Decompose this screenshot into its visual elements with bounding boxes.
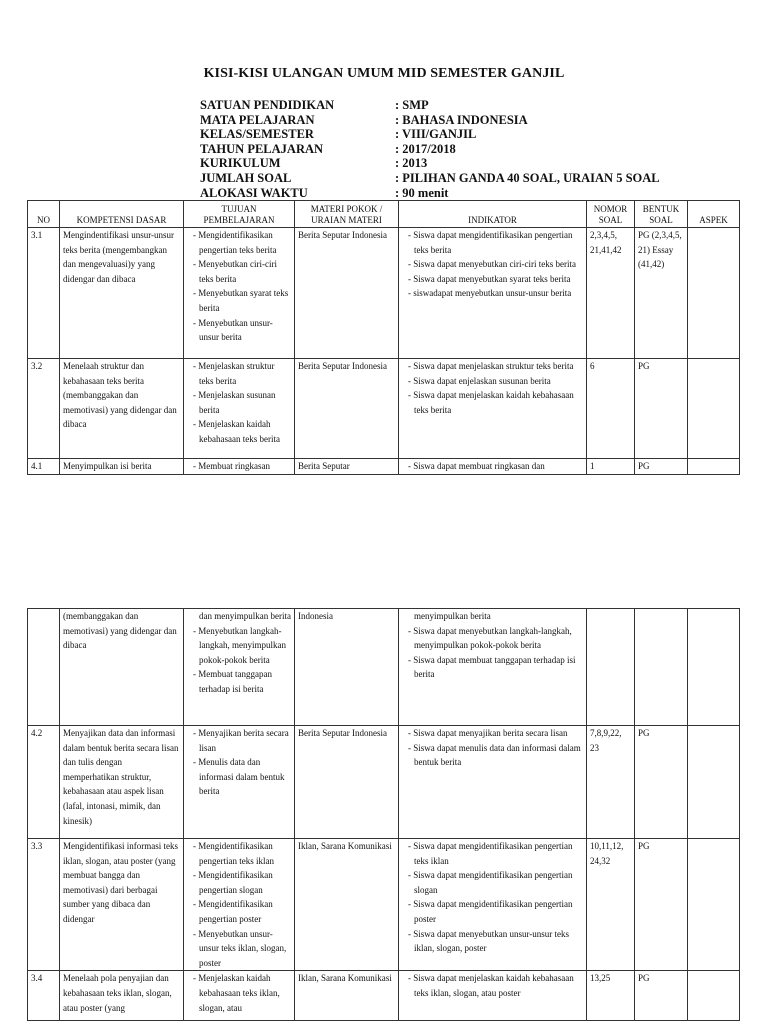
list-item: - Mengidentifikasikan pengertian teks berita — [187, 228, 291, 257]
list-item: - Siswa dapat mengidentifikasikan pengertian slogan — [402, 868, 583, 897]
meta-value: : 2017/2018 — [395, 141, 456, 156]
cell-kompetensi-dasar: Mengidentifikasi informasi teks iklan, slogan, atau poster (yang membuat bangga dan memotivasi) dari berbagai sumber yang dibaca dan didengar — [60, 839, 184, 971]
header-tujuan-pembelajaran: TUJUAN PEMBELAJARAN — [184, 201, 295, 228]
cell-nomor-soal: 10,11,12, 24,32 — [587, 839, 635, 971]
list-item: - Menyebutkan unsur-unsur berita — [187, 316, 291, 345]
cell-kompetensi-dasar: Mengindentifikasi unsur-unsur teks berita (mengembangkan dan mengevaluasi)y yang didengar dan dibaca — [60, 228, 184, 359]
list-item: - Siswa dapat menjelaskan kaidah kebahasaan teks iklan, slogan, atau poster — [402, 971, 583, 1000]
cell-aspek — [688, 359, 740, 459]
list-item: - Membuat ringkasan — [187, 459, 291, 473]
cell-aspek — [688, 228, 740, 359]
table-header-row — [28, 201, 740, 228]
cell-nomor-soal — [587, 459, 635, 475]
cell-materi: Berita Seputar Indonesia — [295, 228, 399, 359]
meta-value: : PILIHAN GANDA 40 SOAL, URAIAN 5 SOAL — [395, 170, 660, 185]
cell-aspek — [688, 609, 740, 726]
meta-label: SATUAN PENDIDIKAN — [200, 98, 335, 112]
table-row — [28, 609, 740, 726]
cell-kompetensi-dasar: Menelaah pola penyajian dan kebahasaan teks iklan, slogan, atau poster (yang — [60, 971, 184, 1021]
list-item: - Siswa dapat mengidentifikasikan pengertian poster — [402, 897, 583, 926]
table-row — [28, 459, 740, 475]
table-row — [28, 359, 740, 459]
cell-no: 3.3 — [28, 839, 60, 971]
meta-label: JUMLAH SOAL — [200, 170, 292, 185]
meta-label: MATA PELAJARAN — [200, 112, 315, 127]
meta-row — [200, 171, 680, 186]
list-item: - Siswa dapat mengidentifikasikan pengertian teks iklan — [402, 839, 583, 868]
cell-materi — [295, 459, 399, 475]
cell-bentuk-soal: PG — [635, 726, 688, 839]
cell-tujuan — [184, 839, 295, 971]
list-item: - Menjelaskan kaidah kebahasaan teks berita — [187, 417, 291, 446]
table-row — [28, 971, 740, 1021]
document-metadata — [200, 98, 680, 200]
cell-indikator — [399, 839, 587, 971]
cell-tujuan — [184, 726, 295, 839]
meta-value: : BAHASA INDONESIA — [395, 112, 528, 127]
cell-no: 3.4 — [28, 971, 60, 1021]
list-item: - Siswa dapat mengidentifikasikan pengertian teks berita — [402, 228, 583, 257]
list-item: - Menyebutkan ciri-ciri teks berita — [187, 257, 291, 286]
cell-bentuk-soal: PG — [635, 359, 688, 459]
cell-text: menyimpulkan berita — [414, 611, 491, 621]
cell-nomor-soal: 13,25 — [587, 971, 635, 1021]
cell-aspek — [688, 726, 740, 839]
cell-indikator — [399, 459, 587, 475]
list-item: - Menyebutkan unsur-unsur teks iklan, slogan, poster — [187, 927, 291, 971]
cell-aspek — [688, 971, 740, 1021]
list-item: - Menjelaskan kaidah kebahasaan teks iklan, slogan, atau — [187, 971, 291, 1015]
list-item: - Siswa dapat menyebutkan ciri-ciri teks berita — [402, 257, 583, 272]
cell-kompetensi-dasar: Menyajikan data dan informasi dalam bentuk berita secara lisan dan tulis dengan memperhatikan struktur, kebahasaan atau aspek lisan (lafal, intonasi, mimik, dan kinesik) — [60, 726, 184, 839]
cell-materi: Berita Seputar Indonesia — [295, 726, 399, 839]
header-bentuk-soal: BENTUK SOAL — [635, 201, 688, 228]
cell-no: 4.2 — [28, 726, 60, 839]
cell-text: dan menyimpulkan berita — [199, 611, 291, 621]
list-item: - Mengidentifikasikan pengertian teks iklan — [187, 839, 291, 868]
cell-kompetensi-dasar: Menelaah struktur dan kebahasaan teks berita (membanggakan dan memotivasi) yang didengar dan dibaca — [60, 359, 184, 459]
meta-label: KURIKULUM — [200, 156, 281, 171]
cell-bentuk-soal: PG — [635, 839, 688, 971]
list-item: - Siswa dapat menulis data dan informasi dalam bentuk berita — [402, 741, 583, 770]
cell-no: 3.1 — [28, 228, 60, 359]
cell-tujuan — [184, 228, 295, 359]
cell-tujuan — [184, 359, 295, 459]
table-row — [28, 839, 740, 971]
list-item: - Siswa dapat menjelaskan struktur teks berita — [402, 359, 583, 374]
cell-no: 3.2 — [28, 359, 60, 459]
cell-text: 4.1 — [31, 461, 43, 471]
cell-materi: Berita Seputar Indonesia — [295, 359, 399, 459]
cell-nomor-soal: 6 — [587, 359, 635, 459]
cell-nomor-soal — [587, 609, 635, 726]
cell-tujuan — [184, 459, 295, 475]
list-item: - Menjelaskan susunan berita — [187, 388, 291, 417]
list-item: - Menjelaskan struktur teks berita — [187, 359, 291, 388]
cell-aspek — [688, 459, 740, 475]
list-item: - Siswa dapat menjelaskan kaidah kebahasaan teks berita — [402, 388, 583, 417]
cell-tujuan — [184, 971, 295, 1021]
cell-no — [28, 609, 60, 726]
cell-aspek — [688, 839, 740, 971]
list-item: - Menyebutkan syarat teks berita — [187, 286, 291, 315]
cell-no — [28, 459, 60, 475]
cell-bentuk-soal — [635, 609, 688, 726]
kisi-kisi-table-page-1 — [27, 200, 740, 475]
cell-indikator — [399, 359, 587, 459]
list-item: - Siswa dapat menyajikan berita secara lisan — [402, 726, 583, 741]
cell-nomor-soal: 2,3,4,5, 21,41,42 — [587, 228, 635, 359]
cell-bentuk-soal — [635, 459, 688, 475]
cell-indikator — [399, 609, 587, 726]
list-item: - Siswa dapat menyebutkan langkah-langkah, menyimpulkan pokok-pokok berita — [402, 624, 583, 653]
list-item: - Menyajikan berita secara lisan — [187, 726, 291, 755]
cell-text: Berita Seputar — [298, 461, 350, 471]
meta-row — [200, 127, 680, 142]
cell-materi: Indonesia — [295, 609, 399, 726]
cell-indikator — [399, 971, 587, 1021]
cell-nomor-soal: 7,8,9,22, 23 — [587, 726, 635, 839]
header-aspek: ASPEK — [688, 201, 740, 228]
list-item: - Menyebutkan langkah-langkah, menyimpulkan pokok-pokok berita — [187, 624, 291, 668]
cell-kompetensi-dasar: (membanggakan dan memotivasi) yang didengar dan dibaca — [60, 609, 184, 726]
list-item: - Mengidentifikasikan pengertian slogan — [187, 868, 291, 897]
list-item: - Mengidentifikasikan pengertian poster — [187, 897, 291, 926]
meta-row — [200, 142, 680, 157]
cell-bentuk-soal: PG (2,3,4,5, 21) Essay (41,42) — [635, 228, 688, 359]
list-item: - siswadapat menyebutkan unsur-unsur berita — [402, 286, 583, 301]
cell-materi: Iklan, Sarana Komunikasi — [295, 971, 399, 1021]
meta-value: : 90 menit — [395, 185, 449, 200]
document-title: KISI-KISI ULANGAN UMUM MID SEMESTER GANJIL — [203, 66, 565, 81]
cell-bentuk-soal: PG — [635, 971, 688, 1021]
meta-row — [200, 186, 680, 201]
meta-label: ALOKASI WAKTU — [200, 185, 308, 200]
meta-row — [200, 98, 680, 113]
cell-text: 1 — [590, 461, 595, 471]
meta-value: : 2013 — [395, 156, 428, 171]
list-item: - Siswa dapat membuat tanggapan terhadap isi berita — [402, 653, 583, 682]
list-item: - Siswa dapat membuat ringkasan dan — [402, 459, 583, 473]
list-item: - Membuat tanggapan terhadap isi berita — [187, 667, 291, 696]
header-nomor-soal: NOMOR SOAL — [587, 201, 635, 228]
list-item: - Menulis data dan informasi dalam bentuk berita — [187, 755, 291, 799]
header-indikator: INDIKATOR — [399, 201, 587, 228]
meta-label: TAHUN PELAJARAN — [200, 141, 324, 156]
kisi-kisi-table-page-2 — [27, 608, 740, 1021]
table-row — [28, 726, 740, 839]
header-no: NO — [28, 201, 60, 228]
cell-text: Menyimpulkan isi berita — [63, 461, 152, 471]
header-kompetensi-dasar: KOMPETENSI DASAR — [60, 201, 184, 228]
cell-tujuan — [184, 609, 295, 726]
cell-kompetensi-dasar — [60, 459, 184, 475]
meta-value: : SMP — [395, 98, 429, 112]
meta-label: KELAS/SEMESTER — [200, 127, 314, 142]
cell-text: PG — [638, 461, 650, 471]
cell-indikator — [399, 726, 587, 839]
table-row — [28, 228, 740, 359]
meta-row — [200, 113, 680, 128]
list-item: - Siswa dapat menyebutkan unsur-unsur teks iklan, slogan, poster — [402, 927, 583, 956]
meta-row — [200, 156, 680, 171]
header-materi-pokok: MATERI POKOK / URAIAN MATERI — [295, 201, 399, 228]
cell-indikator — [399, 228, 587, 359]
cell-materi: Iklan, Sarana Komunikasi — [295, 839, 399, 971]
list-item: - Siswa dapat menyebutkan syarat teks berita — [402, 272, 583, 287]
list-item: - Siswa dapat enjelaskan susunan berita — [402, 374, 583, 389]
meta-value: : VIII/GANJIL — [395, 127, 477, 142]
